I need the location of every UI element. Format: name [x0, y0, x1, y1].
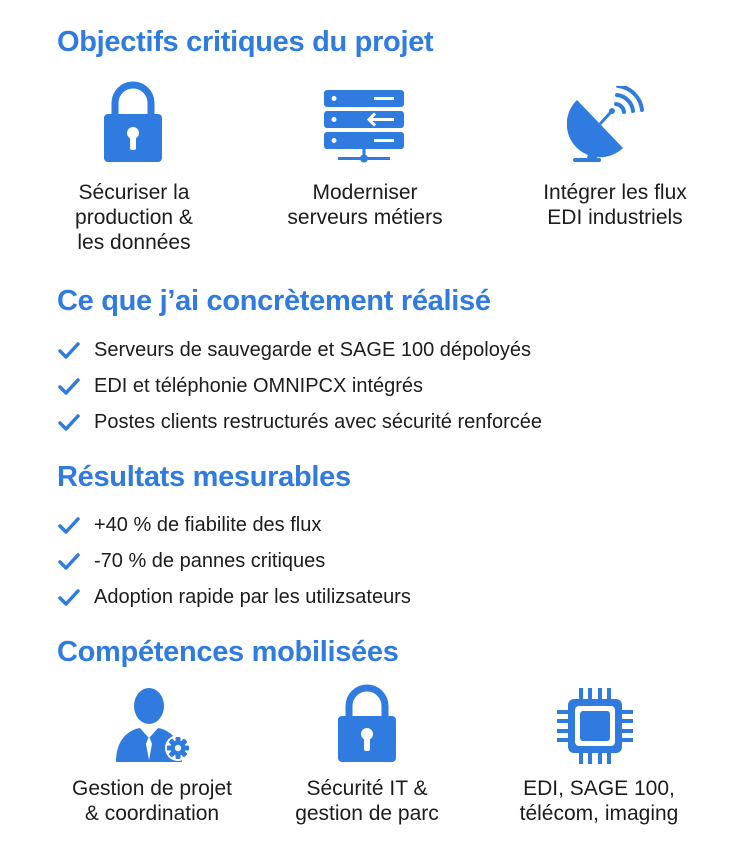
- results-list: [58, 511, 411, 619]
- objectives-title: Objectifs critiques du projet: [57, 26, 434, 58]
- chip-icon: [555, 686, 635, 766]
- skills-title: Compétences mobilisées: [57, 636, 399, 668]
- skill-caption-edi: EDI, SAGE 100, télécom, imaging: [519, 777, 679, 825]
- achievements-list: [58, 336, 542, 444]
- objective-caption-edi: Intégrer les flux EDI industriels: [543, 181, 687, 229]
- user-gear-icon: [112, 684, 194, 764]
- skill-caption-security: Sécurité IT & gestion de parc: [295, 777, 439, 825]
- results-title: Résultats mesurables: [57, 461, 351, 493]
- result-item: +40 % de fiabilite des flux: [58, 511, 411, 547]
- objective-caption-servers: Moderniser serveurs métiers: [287, 181, 443, 229]
- satellite-dish-icon: [567, 86, 649, 166]
- checkmark-icon: [58, 553, 80, 571]
- server-icon: [322, 88, 406, 164]
- achievements-title: Ce que j’ai concrètement réalisé: [57, 285, 491, 317]
- checkmark-icon: [58, 414, 80, 432]
- lock-icon: [336, 684, 398, 764]
- objective-caption-security: Sécuriser la production & les données: [75, 181, 193, 254]
- checkmark-icon: [58, 342, 80, 360]
- achievement-item: EDI et téléphonie OMNIPCX intégrés: [58, 372, 542, 408]
- skill-caption-project: Gestion de projet & coordination: [72, 777, 232, 825]
- result-item: -70 % de pannes critiques: [58, 547, 411, 583]
- achievement-item: Postes clients restructurés avec sécurité renforcée: [58, 408, 542, 444]
- achievement-item: Serveurs de sauvegarde et SAGE 100 dépoloyés: [58, 336, 542, 372]
- lock-icon: [102, 80, 164, 164]
- checkmark-icon: [58, 378, 80, 396]
- result-item: Adoption rapide par les utilizsateurs: [58, 583, 411, 619]
- checkmark-icon: [58, 517, 80, 535]
- checkmark-icon: [58, 589, 80, 607]
